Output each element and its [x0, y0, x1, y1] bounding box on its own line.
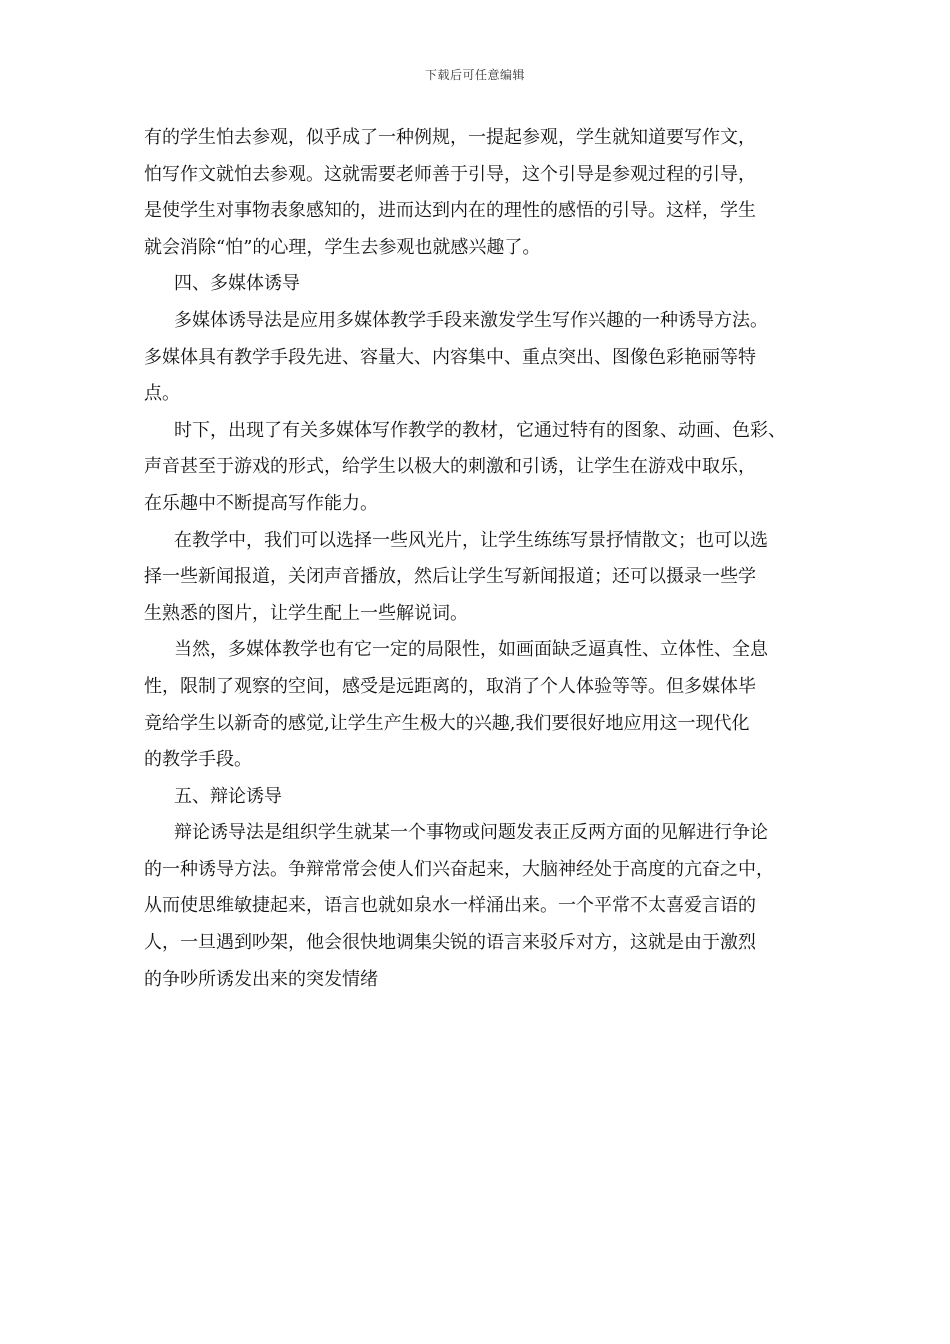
heading-text: 五、辩论诱导 — [174, 785, 282, 807]
paragraph-multimedia-materials — [144, 413, 824, 523]
section-heading-multimedia — [144, 266, 824, 303]
text-line: 声音甚至于游戏的形式，给学生以极大的刺激和引诱，让学生在游戏中取乐， — [144, 456, 756, 478]
text-line: 从而使思维敏捷起来，语言也就如泉水一样涌出来。一个平常不太喜爱言语的 — [144, 895, 756, 917]
text-line: 在乐趣中不断提高写作能力。 — [144, 492, 378, 514]
text-line: 的争吵所诱发出来的突发情绪 — [144, 968, 378, 990]
paragraph-debate-definition — [144, 815, 824, 998]
page-header: 下载后可任意编辑 — [424, 68, 525, 82]
text-line: 多媒体诱导法是应用多媒体教学手段来激发学生写作兴趣的一种诱导方法。 — [174, 309, 768, 331]
paragraph-multimedia-limitations — [144, 632, 824, 778]
text-line: 当然，多媒体教学也有它一定的局限性，如画面缺乏逼真性、立体性、全息 — [174, 639, 768, 661]
text-line: 就会消除“怕”的心理，学生去参观也就感兴趣了。 — [144, 236, 541, 258]
paragraph-multimedia-definition — [144, 303, 824, 413]
text-line: 多媒体具有教学手段先进、容量大、内容集中、重点突出、图像色彩艳丽等特 — [144, 346, 756, 368]
text-line: 辩论诱导法是组织学生就某一个事物或问题发表正反两方面的见解进行争论 — [174, 822, 768, 844]
text-line: 怕写作文就怕去参观。这就需要老师善于引导，这个引导是参观过程的引导， — [144, 163, 756, 185]
section-heading-debate — [144, 779, 824, 816]
text-line: 有的学生怕去参观，似乎成了一种例规，一提起参观，学生就知道要写作文， — [144, 127, 756, 148]
text-line: 人，一旦遇到吵架，他会很快地调集尖锐的语言来驳斥对方，这就是由于激烈 — [144, 932, 756, 954]
text-line: 是使学生对事物表象感知的，进而达到内在的理性的感悟的引导。这样，学生 — [144, 200, 756, 222]
text-line: 的一种诱导方法。争辩常常会使人们兴奋起来，大脑神经处于高度的亢奋之中， — [144, 858, 774, 880]
text-line: 点。 — [144, 383, 180, 405]
text-line: 的教学手段。 — [144, 749, 252, 771]
text-line: 择一些新闻报道，关闭声音播放，然后让学生写新闻报道；还可以摄录一些学 — [144, 566, 756, 588]
text-line: 在教学中，我们可以选择一些风光片，让学生练练写景抒情散文；也可以选 — [174, 529, 768, 551]
document-body — [144, 120, 824, 998]
paragraph-visit-guidance — [144, 120, 824, 266]
heading-text: 四、多媒体诱导 — [174, 273, 300, 295]
text-line: 生熟悉的图片，让学生配上一些解说词。 — [144, 602, 468, 624]
text-line: 时下，出现了有关多媒体写作教学的教材，它通过特有的图象、动画、色彩、 — [174, 419, 786, 441]
text-line: 竟给学生以新奇的感觉,让学生产生极大的兴趣,我们要很好地应用这一现代化 — [144, 712, 750, 734]
paragraph-multimedia-teaching — [144, 523, 824, 633]
text-line: 性，限制了观察的空间，感受是远距离的，取消了个人体验等等。但多媒体毕 — [144, 675, 756, 697]
